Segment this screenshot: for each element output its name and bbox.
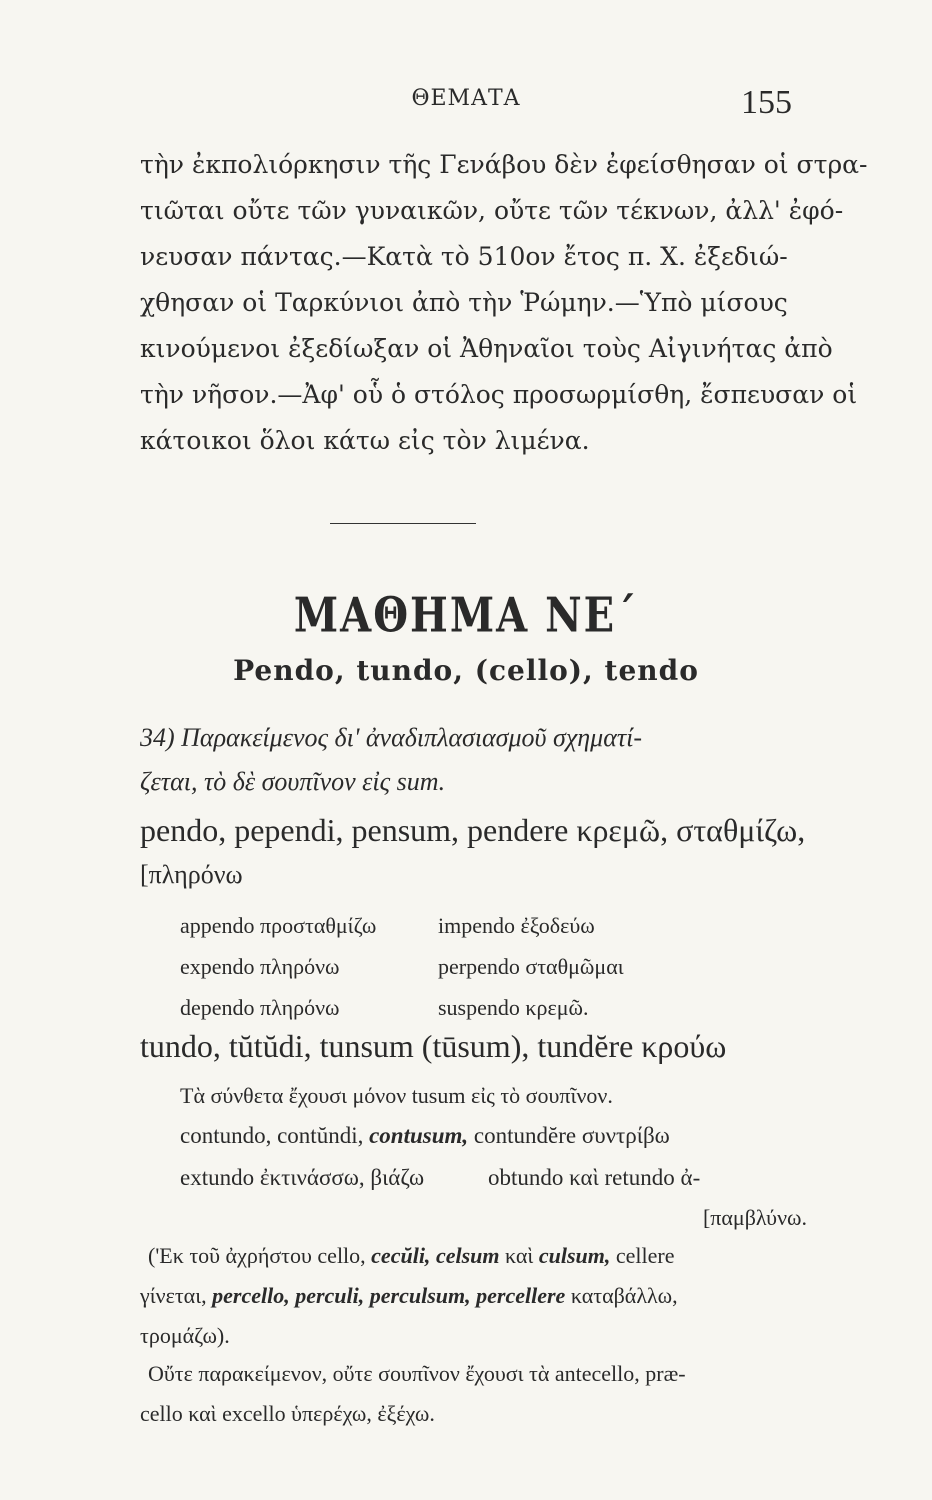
compound-item: perpendo σταθμῶμαι (438, 954, 624, 979)
compound-item: appendo προσταθμίζω (180, 913, 377, 938)
cello-note-line-2 (140, 1276, 810, 1316)
cello-note-line-1 (148, 1236, 818, 1276)
grammar-rule-line: ζεται, τὸ δὲ σουπῖνον εἰς sum. (140, 767, 446, 796)
cello-text: ('Εκ τοῦ ἀχρήστου cello, (148, 1243, 366, 1268)
page-number: 155 (741, 84, 792, 121)
contundo-entry (180, 1116, 850, 1156)
section-divider (330, 523, 476, 524)
paragraph-line: κινούμενοι ἐξεδίωξαν οἱ Ἀθηναῖοι τοὺς Αἰγινήτας ἀπὸ (140, 334, 833, 363)
paragraph-line: χθησαν οἱ Ταρκύνιοι ἀπὸ τὴν Ῥώμην.—Ὑπὸ μίσους (140, 288, 788, 317)
cello-supine: celsum (435, 1243, 500, 1268)
lesson-subtitle: Pendo, tundo, (cello), tendo (233, 654, 699, 687)
obtundo-continuation: [παμβλύνω. (702, 1205, 807, 1230)
paragraph-line: νευσαν πάντας.—Κατὰ τὸ 510ον ἔτος π. Χ. ἐξεδιώ- (140, 242, 788, 271)
cello-infinitive: cellere (615, 1243, 675, 1268)
paragraph-line: τὴν ἐκπολιόρκησιν τῆς Γενάβου δὲν ἐφείσθησαν οἱ στρα- (140, 150, 868, 179)
compound-item: expendo πληρόνω (180, 954, 340, 979)
tundo-note: Τὰ σύνθετα ἔχουσι μόνον tusum εἰς τὸ σουπῖνον. (180, 1083, 613, 1108)
cello-note-line-3: τρομάζω). (140, 1323, 230, 1348)
lesson-title: ΜΑΘΗΜΑ ΝΕ΄ (293, 587, 639, 644)
pendo-continuation: [πληρόνω (140, 860, 243, 889)
contundo-supine: contusum, (369, 1123, 469, 1148)
extundo-entry: extundo ἐκτινάσσω, βιάζω (180, 1165, 425, 1190)
opening-paragraph (140, 142, 868, 464)
percello-meaning: καταβάλλω, (570, 1283, 678, 1308)
percello-present: percello, (212, 1283, 290, 1308)
cello-perfect: cecŭli, (371, 1243, 431, 1268)
compounds-right-column (438, 905, 624, 1028)
percello-supine: perculsum, (369, 1283, 471, 1308)
grammar-rule-line: 34) Παρακείμενος δι' ἀναδιπλασιασμοῦ σχηματί- (140, 723, 643, 752)
compound-item: impendo ἐξοδεύω (438, 913, 595, 938)
cello-note-line-5: cello καὶ excello ὑπερέχω, ἐξέχω. (140, 1401, 435, 1426)
compound-item: suspendo κρεμῶ. (438, 995, 589, 1020)
cello-text: γίνεται, (140, 1283, 207, 1308)
contundo-forms: contundo, contŭndi, (180, 1123, 364, 1148)
cello-supine-alt: culsum, (538, 1243, 611, 1268)
running-header: ΘΕΜΑΤΑ (411, 86, 521, 111)
tundo-entry: tundo, tŭtŭdi, tunsum (tūsum), tundĕre κρούω (140, 1028, 727, 1064)
obtundo-entry: obtundo καὶ retundo ἀ- (488, 1165, 701, 1190)
contundo-infinitive: contundĕre συντρίβω (473, 1123, 670, 1148)
percello-infinitive: percellere (476, 1283, 566, 1308)
paragraph-line: τὴν νῆσον.—Ἀφ' οὗ ὁ στόλος προσωρμίσθη, ἔσπευσαν οἱ (140, 380, 858, 409)
paragraph-line: τιῶται οὔτε τῶν γυναικῶν, οὔτε τῶν τέκνων, ἀλλ' ἐφό- (140, 196, 844, 225)
paragraph-line: κάτοικοι ὅλοι κάτω εἰς τὸν λιμένα. (140, 426, 590, 455)
cello-note-line-4: Οὔτε παρακείμενον, οὔτε σουπῖνον ἔχουσι τὰ antecello, præ- (148, 1361, 686, 1386)
compounds-left-column (180, 905, 376, 1028)
pendo-entry: pendo, pependi, pensum, pendere κρεμῶ, σταθμίζω, (140, 812, 806, 848)
cello-conjunction: καὶ (505, 1243, 534, 1268)
compound-item: dependo πληρόνω (180, 995, 340, 1020)
grammar-rule (140, 716, 810, 804)
percello-perfect: perculi, (295, 1283, 365, 1308)
